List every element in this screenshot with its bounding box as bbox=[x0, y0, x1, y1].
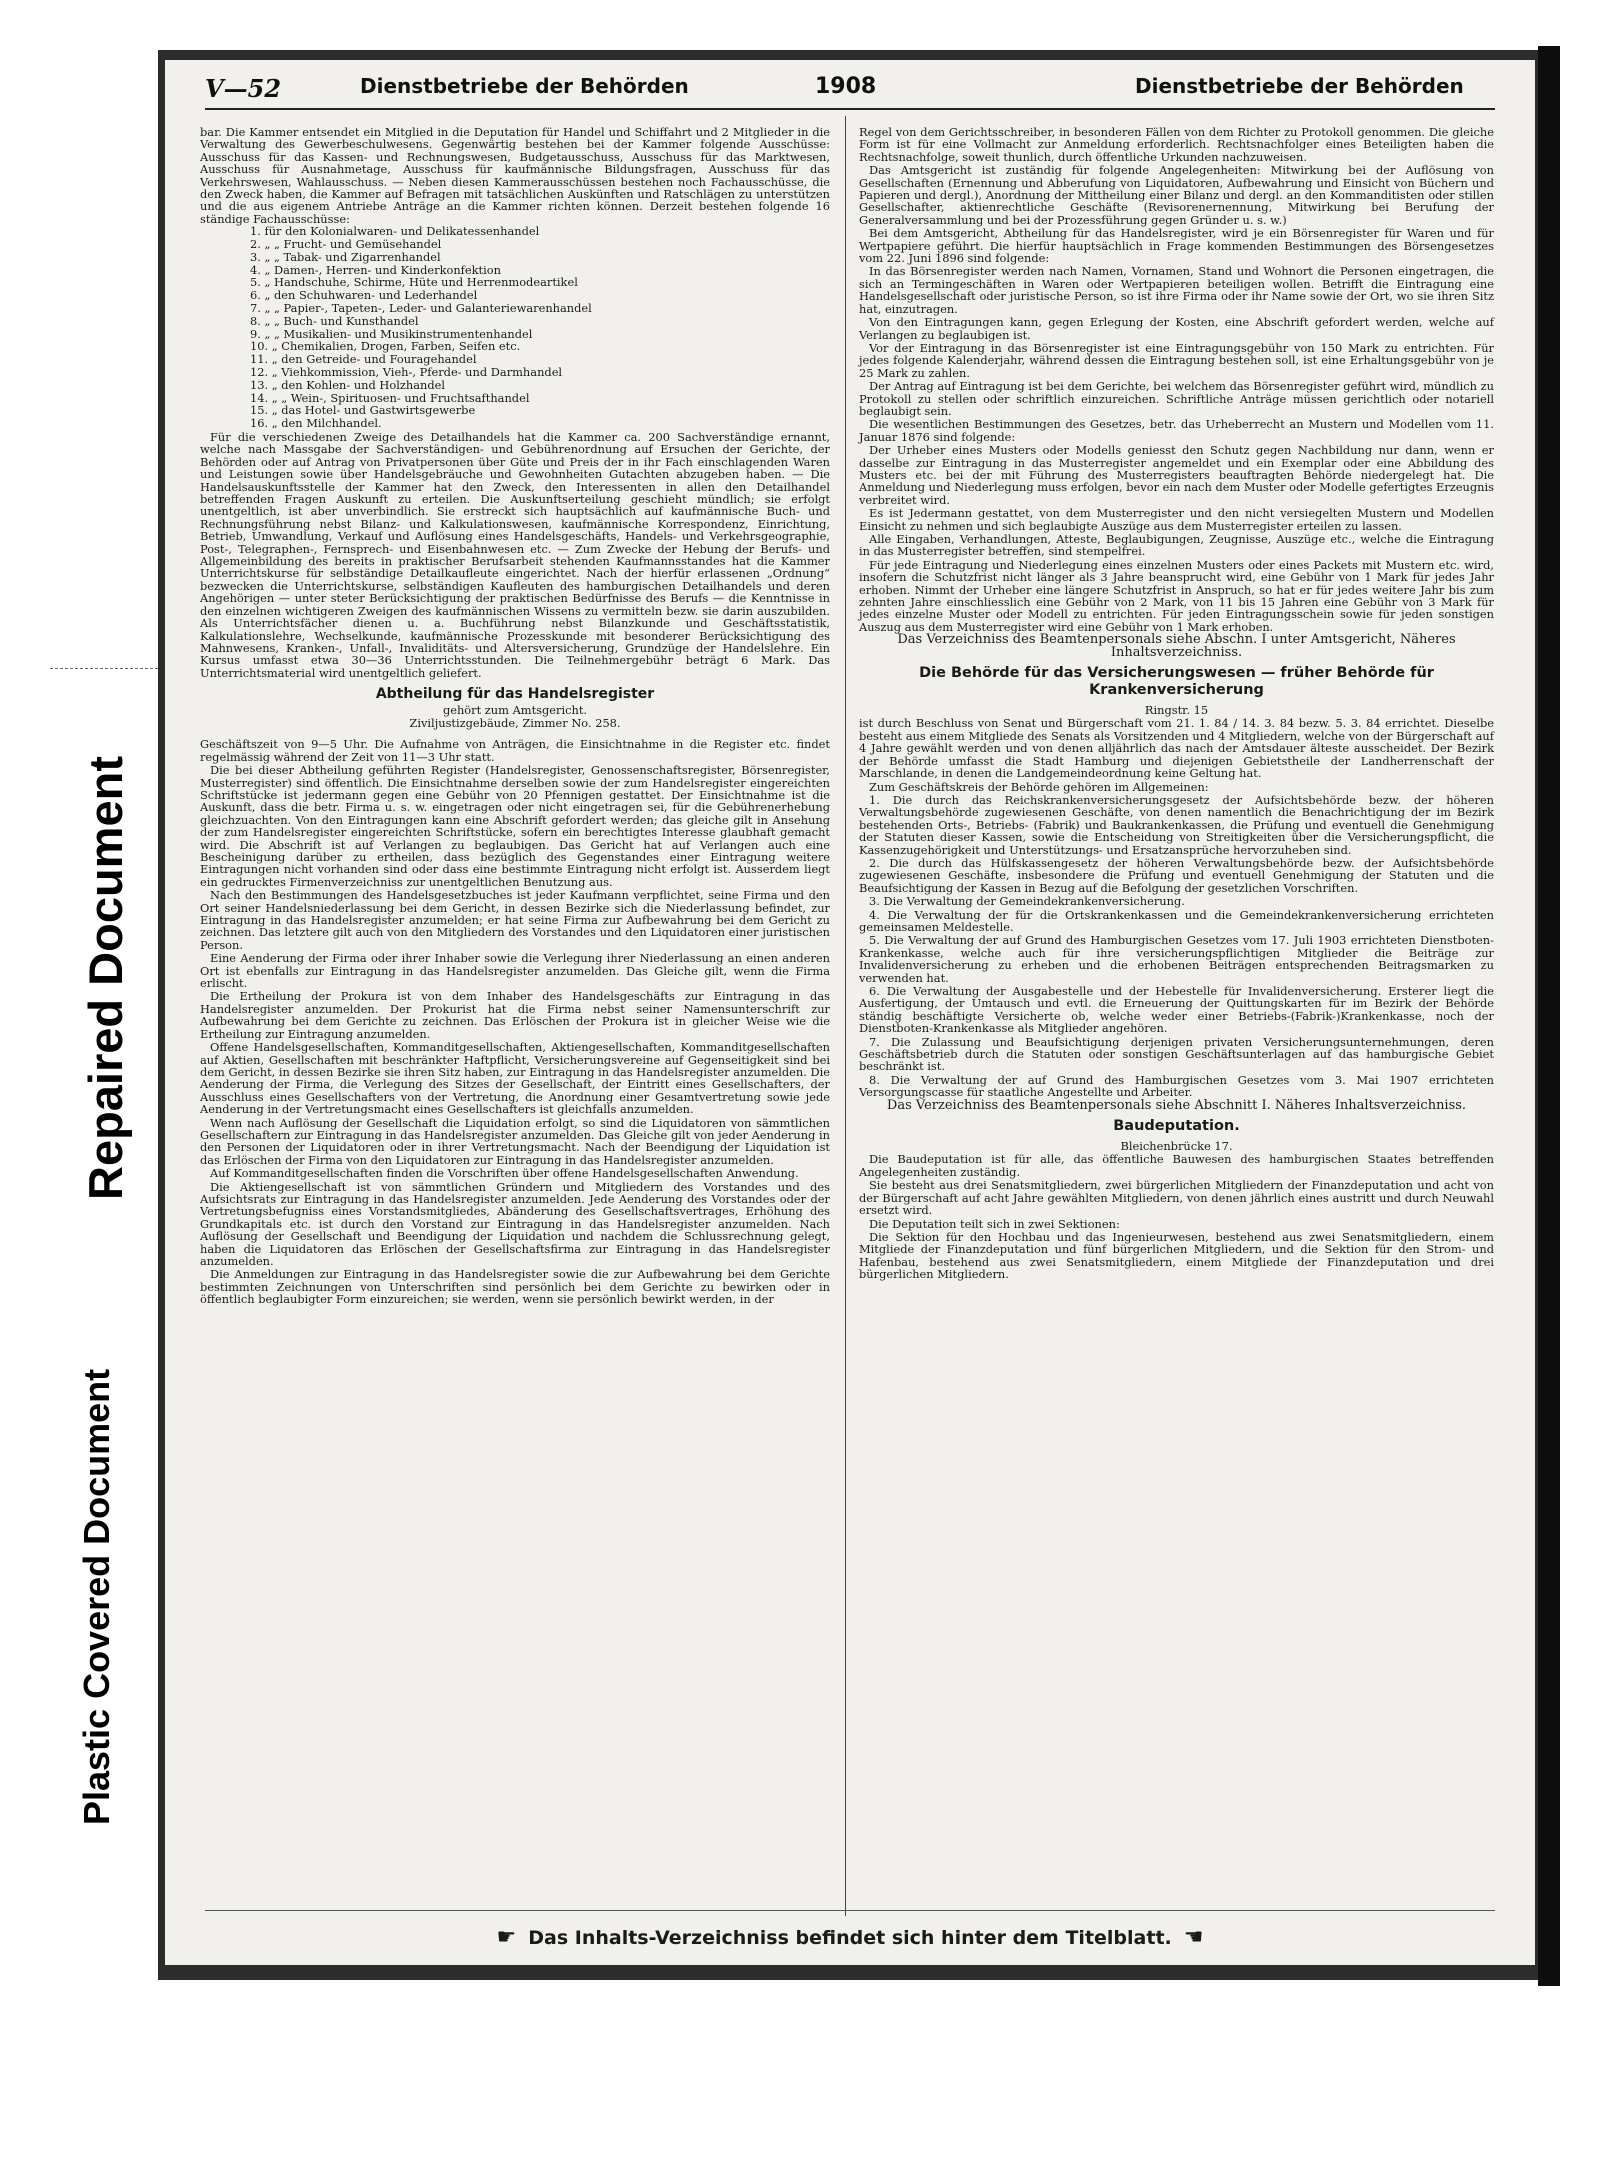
paragraph-bau-sektionen: Die Deputation teilt sich in zwei Sektionen: bbox=[869, 1216, 1120, 1231]
section-title-handelsregister: Abtheilung für das Handelsregister bbox=[375, 686, 655, 703]
right-column bbox=[859, 126, 1494, 1282]
paragraph-gebuehr: Vor der Eintragung in das Börsenregister ist eine Eintragungsgebühr von 150 Mark zu entrichten. Für jedes folgende Kalenderjahr, während dessen die Eintragung bestehen soll, ist eine Erhaltungsgebühr von je 25 Mark zu zahlen. bbox=[859, 340, 1494, 380]
paragraph-kaufmann: Nach den Bestimmungen des Handelsgesetzbuches ist jeder Kaufmann verpflichtet, seine Firma und den Ort seiner Handelsniederlassung bei dem Gericht, in dessen Bezirke sich die Niederlassung befindet, zur Eintragung in das Handelsregister anzumelden; er hat seine Firma zur Aufbewahrung bei dem Gericht zu zeichnen. Das letztere gilt auch von den Mitgliedern des Vorstandes und den Liquidatoren einer juristischen Person. bbox=[200, 888, 830, 952]
paragraph-antrag: Der Antrag auf Eintragung ist bei dem Gerichte, bei welchem das Börsenregister geführt wird, mündlich zu Protokoll zu stellen oder schriftlich einzureichen. Schriftliche Anträge müssen gerichtlich oder notariell beglaubigt sein. bbox=[859, 379, 1494, 418]
running-header-year: 1908 bbox=[815, 74, 877, 99]
section-subtitle: gehört zum Amtsgericht. bbox=[442, 702, 588, 717]
duty-item: 4. Die Verwaltung der für die Ortskrankenkassen und die Gemeindekrankenversicherung errichteten gemeinsamen Meldestelle. bbox=[859, 907, 1494, 934]
document-page bbox=[165, 60, 1535, 1965]
pointing-hand-left-icon: ☚ bbox=[1183, 1925, 1204, 1950]
section-title-versicherungswesen: Die Behörde für das Versicherungswesen — früher Behörde für Krankenversicherung bbox=[919, 665, 1434, 699]
committee-item: 15. „ das Hotel- und Gastwirtsgewerbe bbox=[250, 403, 476, 418]
committee-item: 14. „ „ Wein-, Spirituosen- und Fruchtsafthandel bbox=[250, 390, 530, 405]
duty-item: 5. Die Verwaltung der auf Grund des Hamburgischen Gesetzes vom 17. Juli 1903 errichteten Dienstboten-Krankenkasse, welche auch für ihre versicherungspflichtigen Mitglieder die Beiträge zur Invalidenversicherung zu erheben und die erhobenen Beiträgen entsprechenden Beitragsmarken zu verwenden hat. bbox=[859, 933, 1494, 985]
paragraph-boersenregister: Bei dem Amtsgericht, Abtheilung für das Handelsregister, wird je ein Börsenregister für Waren und für Wertpapiere geführt. Die hierfür hauptsächlich in Frage kommenden Bestimmungen des Börsengesetzes vom 22. Juni 1896 sind folgende: bbox=[859, 226, 1494, 266]
paragraph-prokura: Die Ertheilung der Prokura ist von dem Inhaber des Handelsgeschäfts zur Eintragung in das Handelsregister anzumelden. Der Prokurist hat die Firma nebst seiner Namensunterschrift zur Aufbewahrung bei dem Gerichte zu zeichnen. Das Erlöschen der Prokura ist in gleicher Weise wie die Ertheilung zur Eintragung anzumelden. bbox=[200, 989, 830, 1041]
repaired-document-label: Repaired Document bbox=[79, 756, 132, 1200]
pointing-hand-right-icon: ☛ bbox=[496, 1925, 517, 1950]
paragraph-abschrift: Von den Eintragungen kann, gegen Erlegung der Kosten, eine Abschrift gefordert werden, welche auf Verlangen zu beglaubigen ist. bbox=[859, 315, 1494, 342]
committee-item: 4. „ Damen-, Herren- und Kinderkonfektion bbox=[250, 262, 501, 277]
paragraph-anmeldungen: Die Anmeldungen zur Eintragung in das Handelsregister sowie die zur Aufbewahrung bei dem Gerichte bestimmten Zeichnungen von Unterschriften sind persönlich bei dem Gerichte zu bewirken oder in öffentlich beglaubigter Form einzureichen; sie werden, wenn sie persönlich bewirkt werden, in der bbox=[200, 1267, 830, 1307]
paragraph-aenderung: Eine Aenderung der Firma oder ihrer Inhaber sowie die Verlegung ihrer Niederlassung an einen anderen Ort ist ebenfalls zur Eintragung in das Handelsregister anzumelden. Das Gleiche gilt, wenn die Firma erlischt. bbox=[200, 951, 830, 991]
header-rule bbox=[205, 108, 1495, 110]
paragraph-bau-zustaendig: Die Baudeputation ist für alle, das öffentliche Bauwesen des hamburgischen Staates betreffenden Angelegenheiten zuständig. bbox=[859, 1152, 1494, 1179]
duty-item: 1. Die durch das Reichskrankenversicherungsgesetz der Aufsichtsbehörde bezw. der höheren Verwaltungsbehörde zugewiesenen Geschäfte, von denen namentlich die Benachrichtigung der im Bezirk bestehenden Orts-, Betriebs- (Fabrik) und Baukrankenkassen, die Prüfung und eventuell die Genehmigung der Statuten dieser Kassen, sowie die Entscheidung von Streitigkeiten über die Versicherungspflicht, die Kassenzugehörigkeit und Unterstützungs- und Ersatzansprüche hervorzuheben sind. bbox=[859, 792, 1494, 857]
column-rule bbox=[845, 116, 846, 1916]
committee-item: 5. „ Handschuhe, Schirme, Hüte und Herrenmodeartikel bbox=[250, 275, 578, 290]
running-header-left: Dienstbetriebe der Behörden bbox=[360, 74, 689, 98]
paragraph-aktiengesellschaft: Die Aktiengesellschaft ist von sämmtlichen Gründern und Mitgliedern des Vorstandes und des Aufsichtsrats zur Eintragung in das Handelsregister anzumelden. Jede Aenderung des Vorstandes oder der Vertretungsbefugniss eines Vorstandsmitgliedes, Abänderung des Gesellschaftsvertrages, Erhöhung des Grundkapitals etc. ist durch den Vorstand zur Eintragung in das Handelsregister anzumelden. Nach Auflösung der Gesellschaft und Beendigung der Liquidation und nachdem die Schlussrechnung gelegt, haben die Liquidatoren das Erlöschen der Gesellschaftsfirma zur Eintragung in das Handelsregister anzumelden. bbox=[200, 1179, 830, 1268]
committee-item: 6. „ den Schuhwaren- und Lederhandel bbox=[250, 288, 478, 303]
paragraph-gesellschaften: Offene Handelsgesellschaften, Kommanditgesellschaften, Aktiengesellschaften, Kommanditgesellschaften auf Aktien, Gesellschaften mit beschränkter Haftpflicht, Versicherungsvereine auf Gegenseitigkeit sind bei dem Gericht, in dessen Bezirke sie ihren Sitz haben, zur Eintragung in das Handelsregister anzumelden. Die Aenderung der Firma, die Verlegung des Sitzes der Gesellschaft, der Eintritt eines Gesellschafters, der Ausschluss eines Gesellschafters von der Vertretung, die Anordnung einer Gesamtvertretung sowie jede Aenderung in der Vertretungsmacht eines Gesellschafters ist gleichfalls anzumelden. bbox=[200, 1040, 831, 1117]
paragraph-bau-besteht: Sie besteht aus drei Senatsmitgliedern, zwei bürgerlichen Mitgliedern der Finanzdeputation und acht von der Bürgerschaft auf acht Jahre gewählten Mitgliedern, von denen jährlich eines austritt und durch Neuwahl ersetzt wird. bbox=[859, 1178, 1494, 1218]
paragraph-sachverstaendige: Für die verschiedenen Zweige des Detailhandels hat die Kammer ca. 200 Sachverständige ernannt, welche nach Massgabe der Sachverständigen- und Gebührenordnung auf Ersuchen der Gerichte, der Behörden oder auf Antrag von Privatpersonen über Güte und Preis der in ihr Fach einschlagenden Waren und Leistungen sowie über Handelsgebräuche und Gewohnheiten Gutachten abzugeben haben. — Die Handelsauskunftsstelle der Kammer hat den Zweck, den Interessenten in allen den Detailhandel betreffenden Fragen Auskunft zu erteilen. Die Auskunftserteilung geschieht mündlich; sie erfolgt unentgeltlich, ist aber unverbindlich. Sie erstreckt sich hauptsächlich auf kaufmännische Buch- und Rechnungsführung nebst Bilanz- und Kalkulationswesen, kaufmännische Korrespondenz, Einrichtung, Betrieb, Umwandlung, Verkauf und Auflösung eines Handelsgeschäfts, Handels- und Verkehrsgeographie, Post-, Telegraphen-, Fernsprech- und Eisenbahnwesen etc. — Zum Zwecke der Hebung der Berufs- und Allgemeinbildung des bereits in praktischer Berufsarbeit stehenden Kaufmannsstandes hat die Kammer Unterrichtskurse für selbständige Detailkaufleute eingerichtet. Nach der hierfür erlassenen „Ordnung“ bezwecken die Unterrichtskurse, selbständigen Kaufleuten des hamburgischen Detailhandels und deren Angehörigen — unter steter Berücksichtigung der praktischen Bedürfnisse des Berufs — die Kenntnisse in den einzelnen wichtigeren Zweigen des kaufmännischen Wissens zu vermitteln bezw. sie darin auszubilden. Als Unterrichtsfächer dienen u. a. Buchführung nebst Bilanzkunde und Geschäftsstatistik, Kalkulationslehre, Wechselkunde, kaufmännische Prozesskunde mit besonderer Berücksichtigung des Mahnwesens, Kranken-, Unfall-, Invaliditäts- und Altersversicherung, Grundzüge der Handelslehre. Ein Kursus umfasst etwa 30—36 Unterrichtsstunden. Die Teilnehmergebühr beträgt 6 Mark. Das Unterrichtsmaterial wird unentgeltlich geliefert. bbox=[200, 430, 830, 680]
duty-item: 7. Die Zulassung und Beaufsichtigung derjenigen privaten Versicherungsunternehmungen, deren Geschäftsbetrieb durch die Statuten oder sonstigen Geschäftsunterlagen auf das hamburgische Gebiet beschränkt ist. bbox=[859, 1034, 1494, 1074]
committee-item: 7. „ „ Papier-, Tapeten-, Leder- und Galanteriewarenhandel bbox=[250, 301, 592, 316]
note-beamtenpersonal-1: Das Verzeichniss des Beamtenpersonals siehe Abschn. I unter Amtsgericht, Näheres Inhaltsverzeichniss. bbox=[897, 632, 1456, 660]
running-header-right: Dienstbetriebe der Behörden bbox=[1135, 74, 1464, 98]
committee-item: 11. „ den Getreide- und Fouragehandel bbox=[250, 352, 477, 367]
committee-item: 16. „ den Milchhandel. bbox=[250, 416, 382, 431]
committee-item: 1. für den Kolonialwaren- und Delikatessenhandel bbox=[250, 224, 540, 239]
paragraph-geschaeftskreis: Zum Geschäftskreis der Behörde gehören im Allgemeinen: bbox=[869, 779, 1209, 794]
section-title-baudeputation: Baudeputation. bbox=[1113, 1118, 1240, 1135]
duty-item: 6. Die Verwaltung der Ausgabestelle und der Hebestelle für Invalidenversicherung. Ersterer liegt die Ausfertigung, der Umtausch und evtl. die Erneuerung der Quittungskarten für im Bezirk der Behörde ständig beschäftigte Versicherte ob, welche weder einer Betriebs-(Fabrik-)Krankenkasse, noch der Dienstboten-Krankenkasse als Mitglieder angehören. bbox=[859, 984, 1494, 1036]
duty-item: 2. Die durch das Hülfskassengesetz der höheren Verwaltungsbehörde bezw. der Aufsichtsbehörde zugewiesenen Geschäfte, insbesondere die Prüfung und eventuell Genehmigung der Statuten und die Beaufsichtigung der Kassen in Bezug auf die Befolgung der gesetzlichen Vorschriften. bbox=[859, 855, 1494, 895]
paragraph-register: Die bei dieser Abtheilung geführten Register (Handelsregister, Genossenschaftsregister, Börsenregister, Musterregister) sind öffentlich. Die Einsichtnahme derselben sowie der zum Handelsregister eingereichten Schriftstücke ist jedermann gegen eine Gebühr von 20 Pfennigen gestattet. Der Einsichtnahme ist die Auskunft, dass die betr. Firma u. s. w. eingetragen oder nicht eingetragen sei, für die Gebührenerhebung gleichzuachten. Von den Eintragungen kann eine Abschrift gefordert werden; das gleiche gilt in Ansehung der zum Handelsregister eingereichten Schriftstücke, sofern ein berechtigtes Interesse glaubhaft gemacht wird. Die Abschrift ist auf Verlangen zu beglaubigen. Das Gericht hat auf Verlangen auch eine Bescheinigung darüber zu ertheilen, dass bezüglich des Gegenstandes einer Eintragung weitere Eintragungen nicht vorhanden sind oder dass eine bestimmte Eintragung nicht erfolgt ist. Ausserdem liegt ein gedrucktes Firmenverzeichniss zur unentgeltlichen Benutzung aus. bbox=[200, 763, 830, 889]
committee-item: 9. „ „ Musikalien- und Musikinstrumentenhandel bbox=[250, 326, 533, 341]
scan-edge-shadow bbox=[1538, 46, 1560, 1986]
plastic-covered-document-label: Plastic Covered Document bbox=[76, 1368, 117, 1825]
duty-item: 3. Die Verwaltung der Gemeindekrankenversicherung. bbox=[869, 894, 1185, 909]
committee-item: 2. „ „ Frucht- und Gemüsehandel bbox=[250, 237, 442, 252]
note-beamtenpersonal-2: Das Verzeichniss des Beamtenpersonals siehe Abschnitt I. Näheres Inhaltsverzeichniss. bbox=[886, 1097, 1467, 1113]
paragraph-bau-sektion-detail: Die Sektion für den Hochbau und das Ingenieurwesen, bestehend aus zwei Senatsmitgliedern, einem Mitgliede der Finanzdeputation und fünf bürgerlichen Mitgliedern, und die Sektion für den Strom- und Hafenbau, bestehend aus zwei Senatsmitgliedern, einem Mitgliede der Finanzdeputation und drei bürgerlichen Mitgliedern. bbox=[859, 1229, 1494, 1282]
committee-item: 3. „ „ Tabak- und Zigarrenhandel bbox=[250, 249, 441, 264]
paragraph-kommandit: Auf Kommanditgesellschaften finden die Vorschriften über offene Handelsgesellschaften Anwendung. bbox=[210, 1166, 799, 1181]
versicherung-address: Ringstr. 15 bbox=[1144, 703, 1209, 718]
committee-item: 8. „ „ Buch- und Kunsthandel bbox=[250, 313, 419, 328]
page-number: V—52 bbox=[205, 74, 282, 103]
paragraph-beschluss: ist durch Beschluss von Senat und Bürgerschaft vom 21. 1. 84 / 14. 3. 84 bezw. 5. 3. 84 errichtet. Dieselbe besteht aus einem Mitgliede des Senats als Vorsitzenden und 4 Mitgliedern, welche von der Bürgerschaft auf 4 Jahre gewählt werden und von denen alljährlich das nach der Amtsdauer älteste ausscheidet. Der Bezirk der Behörde umfasst die Stadt Hamburg und diejenigen Gebietstheile der Landherrenschaft der Marschlande, in denen die Landgemeindeordnung keine Geltung hat. bbox=[859, 716, 1494, 781]
paragraph-kammer: bar. Die Kammer entsendet ein Mitglied in die Deputation für Handel und Schiffahrt und 2 Mitglieder in die Verwaltung des Gewerbeschulwesens. Gegenwärtig bestehen bei der Kammer folgende Ausschüsse: Ausschuss für das Kassen- und Rechnungswesen, Budgetausschuss, Ausschuss für das Marktwesen, Ausschuss für Ausnahmetage, Ausschuss für kaufmännische Bildungsfragen, Ausschuss für das Verkehrswesen, Wahlausschuss. — Neben diesen Kammerausschüssen bestehen noch Fachausschüsse, die den Zweck haben, die Kammer auf Befragen mit tatsächlichen Auskünften und Ratschlägen zu unterstützen und die aus eigenem Antriebe Anträge an die Kammer richten können. Derzeit bestehen folgende 16 ständige Fachausschüsse: bbox=[200, 125, 830, 226]
footer-rule bbox=[205, 1910, 1495, 1911]
committee-list bbox=[200, 226, 830, 430]
left-column bbox=[200, 126, 830, 1307]
paragraph-liquidation: Wenn nach Auflösung der Gesellschaft die Liquidation erfolgt, so sind die Liquidatoren von sämmtlichen Gesellschaftern zur Eintragung in das Handelsregister anzumelden. Das Gleiche gilt von jeder Aenderung in den Personen der Liquidatoren oder in ihrer Vertretungsmacht. Nach der Beendigung der Liquidation ist das Erlöschen der Firma von den Liquidatoren zur Eintragung in das Handelsregister anzumelden. bbox=[200, 1115, 830, 1167]
duties-list bbox=[859, 794, 1494, 1099]
paragraph-einsicht: Es ist Jedermann gestattet, von dem Musterregister und den nicht versiegelten Mustern und Modellen Einsicht zu nehmen und sich beglaubigte Auszüge aus dem Musterregister erteilen zu lassen. bbox=[859, 506, 1494, 533]
section-address: Ziviljustizgebäude, Zimmer No. 258. bbox=[409, 715, 621, 730]
committee-item: 12. „ Viehkommission, Vieh-, Pferde- und Darmhandel bbox=[250, 365, 563, 380]
footer-text: Das Inhalts-Verzeichniss befindet sich hinter dem Titelblatt. bbox=[528, 1927, 1172, 1949]
paragraph-geschaeftszeit: Geschäftszeit von 9—5 Uhr. Die Aufnahme von Anträgen, die Einsichtnahme in die Register etc. findet regelmässig während der Zeit von 11—3 Uhr statt. bbox=[200, 737, 830, 764]
paragraph-stempelfrei: Alle Eingaben, Verhandlungen, Atteste, Beglaubigungen, Zeugnisse, Auszüge etc., welche die Eintragung in das Musterregister betreffen, sind stempelfrei. bbox=[859, 532, 1494, 559]
paragraph-urheberrecht: Die wesentlichen Bestimmungen des Gesetzes, betr. das Urheberrecht an Mustern und Modellen vom 11. Januar 1876 sind folgende: bbox=[859, 417, 1494, 444]
paragraph-boersen-eintragung: In das Börsenregister werden nach Namen, Vornamen, Stand und Wohnort die Personen eingetragen, die sich an Termingeschäften in Waren oder Wertpapieren beteiligen wollen. Betrifft die Eintragung eine Handelsgesellschaft oder juristische Person, so ist ihre Firma oder ihr Name sowie der Ort, wo sie ihren Sitz hat, einzutragen. bbox=[859, 264, 1494, 316]
paragraph-continued: Regel von dem Gerichtsschreiber, in besonderen Fällen von dem Richter zu Protokoll genommen. Die gleiche Form ist für eine Vollmacht zur Anmeldung erforderlich. Rechtsnachfolger eines Beteiligten haben die Rechtsnachfolge, soweit thunlich, durch öffentliche Urkunden nachzuweisen. bbox=[859, 125, 1494, 164]
committee-item: 13. „ den Kohlen- und Holzhandel bbox=[250, 377, 445, 392]
duty-item: 8. Die Verwaltung der auf Grund des Hamburgischen Gesetzes vom 3. Mai 1907 errichteten Versorgungscasse für staatliche Angestellte und Arbeiter. bbox=[859, 1072, 1494, 1100]
paragraph-amtsgericht: Das Amtsgericht ist zuständig für folgende Angelegenheiten: Mitwirkung bei der Auflösung von Gesellschaften (Ernennung und Abberufung von Liquidatoren, Aufbewahrung und Einsicht von Büchern und Papieren und dergl.), Anordnung der Mittheilung einer Bilanz und dergl. an den Kommanditisten oder stillen Gesellschafter, aktienrechtliche Geschäfte (Revisorenernennung, Mitwirkung bei Berufung der Generalversammlung und bei der Prozessführung gegen Gründer u. s. w.) bbox=[859, 163, 1494, 227]
paragraph-muster: Der Urheber eines Musters oder Modells geniesst den Schutz gegen Nachbildung nur dann, wenn er dasselbe zur Eintragung in das Musterregister angemeldet und ein Exemplar oder eine Abbildung des Musters etc. bei der mit Führung des Musterregisters beauftragten Behörde niedergelegt hat. Die Anmeldung und Niederlegung muss erfolgen, bevor ein nach dem Muster oder Modelle gefertigtes Erzeugnis verbreitet wird. bbox=[859, 443, 1494, 507]
dashed-divider bbox=[50, 668, 158, 669]
footer-notice bbox=[165, 1925, 1535, 1950]
paragraph-schutzfrist: Für jede Eintragung und Niederlegung eines einzelnen Musters oder eines Packets mit Mustern etc. wird, insofern die Schutzfrist nicht länger als 3 Jahre beansprucht wird, eine Gebühr von 1 Mark für jedes Jahr erhoben. Nimmt der Urheber eine längere Schutzfrist in Anspruch, so hat er für jedes weitere Jahr bis zum zehnten Jahre einschliesslich eine Gebühr von 2 Mark, von 11 bis 15 Jahren eine Gebühr von 3 Mark für jedes einzelne Muster oder Modell zu entrichten. Für jeden Eintragungsschein sowie für jeden sonstigen Auszug aus dem Musterregister wird eine Gebühr von 1 Mark erhoben. bbox=[859, 557, 1494, 634]
committee-item: 10. „ Chemikalien, Drogen, Farben, Seifen etc. bbox=[250, 339, 521, 354]
baudeputation-address: Bleichenbrücke 17. bbox=[1120, 1139, 1233, 1154]
